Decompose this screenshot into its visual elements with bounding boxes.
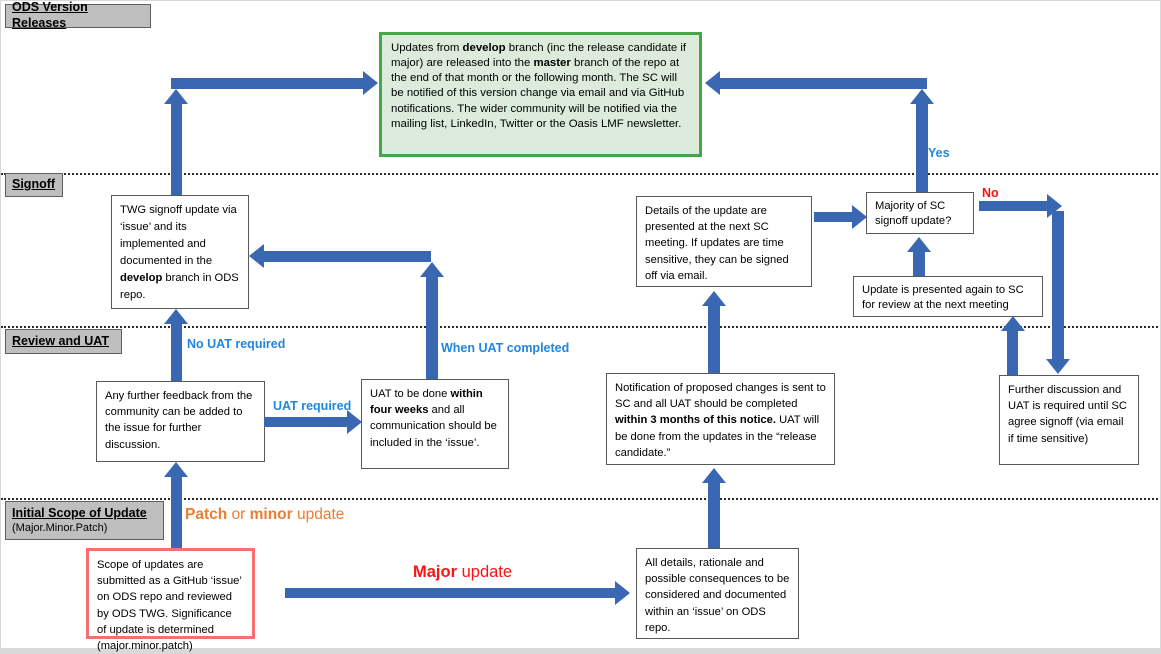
- arrow-shaft: [720, 78, 927, 89]
- majority-signoff-decision-box: Majority of SC signoff update?: [866, 192, 974, 234]
- further-discussion-box: Further discussion and UAT is required until SC agree signoff (via email if time sensitive): [999, 375, 1139, 465]
- arrowhead-up: [164, 462, 188, 477]
- arrow-shaft: [171, 78, 363, 89]
- lane-header-review-and-uat: [5, 329, 122, 354]
- arrowhead-right: [347, 410, 362, 434]
- arrow-shaft: [708, 483, 720, 548]
- arrowhead-up: [702, 468, 726, 483]
- label-major-update: Major update: [413, 563, 513, 581]
- lane-header-ods-version-releases: [5, 0, 151, 30]
- label-uat-required: UAT required: [273, 399, 352, 413]
- lane-subtitle: (Major.Minor.Patch): [12, 521, 108, 534]
- scope-submitted-box: Scope of updates are submitted as a GitHub ‘issue’ on ODS repo and reviewed by ODS TWG. Significance of update is determined (major.minor.patch): [86, 548, 255, 639]
- arrow-shaft: [171, 104, 182, 195]
- arrow-shaft: [916, 104, 928, 192]
- label-no-uat-required: No UAT required: [187, 337, 286, 351]
- arrowhead-up: [164, 89, 188, 104]
- twg-signoff-box: TWG signoff update via ‘issue’ and its implemented and documented in the develop branch in ODS repo.: [111, 195, 249, 309]
- arrow-shaft: [708, 306, 720, 373]
- notification-box: Notification of proposed changes is sent to SC and all UAT should be completed within 3 months of this notice. UAT will be done from the updates in the “release candidate.”: [606, 373, 835, 465]
- arrow-shaft: [285, 588, 615, 598]
- lane-title: Review and UAT: [12, 333, 110, 348]
- lane-title: Initial Scope of Update: [12, 506, 147, 521]
- arrow-shaft: [1052, 211, 1064, 359]
- arrowhead-up: [907, 237, 931, 252]
- presented-again-box: Update is presented again to SC for review at the next meeting: [853, 276, 1043, 317]
- arrowhead-right: [363, 71, 378, 95]
- lane-title: Signoff: [12, 177, 56, 192]
- lane-header-initial-scope: [5, 501, 164, 540]
- label-when-uat-completed: When UAT completed: [441, 341, 570, 355]
- arrow-shaft: [171, 324, 182, 381]
- lane-header-signoff: [5, 173, 63, 197]
- arrowhead-up: [910, 89, 934, 104]
- arrowhead-up: [1001, 316, 1025, 331]
- arrowhead-left: [705, 71, 720, 95]
- lane-title: ODS Version Releases: [12, 0, 88, 30]
- label-patch-or-minor-update: Patch or minor update: [185, 506, 345, 523]
- arrowhead-right: [852, 205, 867, 229]
- uat-four-weeks-box: UAT to be done within four weeks and all communication should be included in the ‘issue’.: [361, 379, 509, 469]
- release-notes-box: Updates from develop branch (inc the release candidate if major) are released into the master branch of the repo at the end of that month or the following month. The SC will be notified of this version change via email and via GitHub notifications. The wider community will be notified via the mailing list, LinkedIn, Twitter or the Oasis LMF newsletter.: [379, 32, 702, 157]
- arrowhead-down: [1046, 359, 1070, 374]
- details-presented-box: Details of the update are presented at the next SC meeting. If updates are time sensitive, they can be signed off via email.: [636, 196, 812, 287]
- label-no: No: [982, 186, 999, 200]
- label-yes: Yes: [928, 146, 950, 160]
- arrow-shaft: [814, 212, 852, 222]
- arrow-shaft: [264, 417, 347, 427]
- arrowhead-right: [615, 581, 630, 605]
- arrow-shaft: [913, 252, 925, 276]
- arrow-shaft: [264, 251, 431, 262]
- arrowhead-up: [164, 309, 188, 324]
- arrow-shaft: [171, 477, 182, 548]
- arrow-shaft: [1007, 331, 1018, 375]
- all-details-box: All details, rationale and possible consequences to be considered and documented within an ‘issue’ on ODS repo.: [636, 548, 799, 639]
- arrowhead-up: [420, 262, 444, 277]
- arrowhead-left: [249, 244, 264, 268]
- arrow-shaft: [979, 201, 1047, 211]
- community-feedback-box: Any further feedback from the community can be added to the issue for further discussion.: [96, 381, 265, 462]
- arrowhead-up: [702, 291, 726, 306]
- arrow-shaft: [426, 277, 438, 379]
